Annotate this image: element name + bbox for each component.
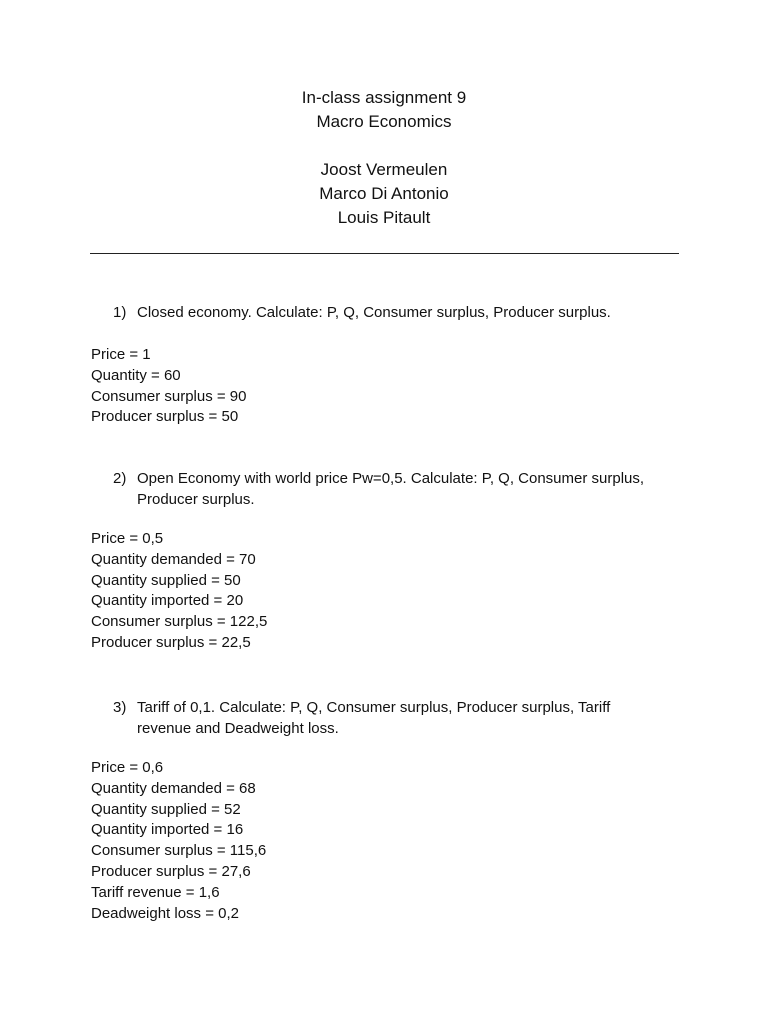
author-name: Marco Di Antonio bbox=[319, 184, 449, 203]
answer-line: Consumer surplus = 122,5 bbox=[91, 613, 268, 631]
answer-line: Producer surplus = 27,6 bbox=[91, 862, 251, 880]
horizontal-divider bbox=[90, 253, 679, 254]
answer-line: Producer surplus = 22,5 bbox=[91, 633, 251, 651]
question-text: Open Economy with world price Pw=0,5. Calculate: P, Q, Consumer surplus, Producer surplus. bbox=[137, 470, 645, 508]
answer-line: Quantity imported = 16 bbox=[91, 821, 244, 839]
answer-line: Price = 1 bbox=[91, 346, 151, 363]
answer-line: Tariff revenue = 1,6 bbox=[91, 883, 220, 901]
assignment-title: In-class assignment 9 bbox=[301, 88, 467, 107]
course-name: Macro Economics bbox=[316, 112, 452, 131]
answer-list bbox=[91, 529, 768, 654]
answer-line: Quantity supplied = 50 bbox=[91, 571, 241, 589]
answer-line: Deadweight loss = 0,2 bbox=[91, 904, 240, 922]
question-section-3 bbox=[0, 697, 768, 924]
answer-line: Consumer surplus = 115,6 bbox=[91, 842, 267, 860]
author-name: Louis Pitault bbox=[337, 208, 431, 227]
answer-line: Quantity demanded = 70 bbox=[91, 550, 256, 568]
question-text: Closed economy. Calculate: P, Q, Consumer surplus, Producer surplus. bbox=[137, 304, 611, 321]
question-section-1 bbox=[0, 302, 768, 428]
question-number: 2) bbox=[113, 470, 127, 487]
document-header bbox=[0, 86, 768, 230]
answer-line: Quantity = 60 bbox=[91, 366, 181, 384]
question-prompt bbox=[113, 302, 657, 323]
answer-line: Quantity demanded = 68 bbox=[91, 779, 256, 797]
question-prompt bbox=[113, 468, 657, 510]
author-name: Joost Vermeulen bbox=[320, 160, 448, 179]
question-prompt bbox=[113, 697, 657, 739]
question-text: Tariff of 0,1. Calculate: P, Q, Consumer surplus, Producer surplus, Tariff revenue and Deadweight loss. bbox=[137, 699, 611, 737]
answer-line: Consumer surplus = 90 bbox=[91, 387, 247, 405]
question-number: 3) bbox=[113, 699, 127, 716]
answer-line: Quantity supplied = 52 bbox=[91, 800, 241, 818]
question-section-2 bbox=[0, 468, 768, 654]
answer-line: Price = 0,5 bbox=[91, 530, 164, 547]
answer-line: Quantity imported = 20 bbox=[91, 592, 244, 610]
answer-list bbox=[91, 758, 768, 924]
answer-list bbox=[91, 345, 768, 428]
question-number: 1) bbox=[113, 304, 127, 321]
answer-line: Price = 0,6 bbox=[91, 759, 164, 776]
answer-line: Producer surplus = 50 bbox=[91, 408, 239, 426]
